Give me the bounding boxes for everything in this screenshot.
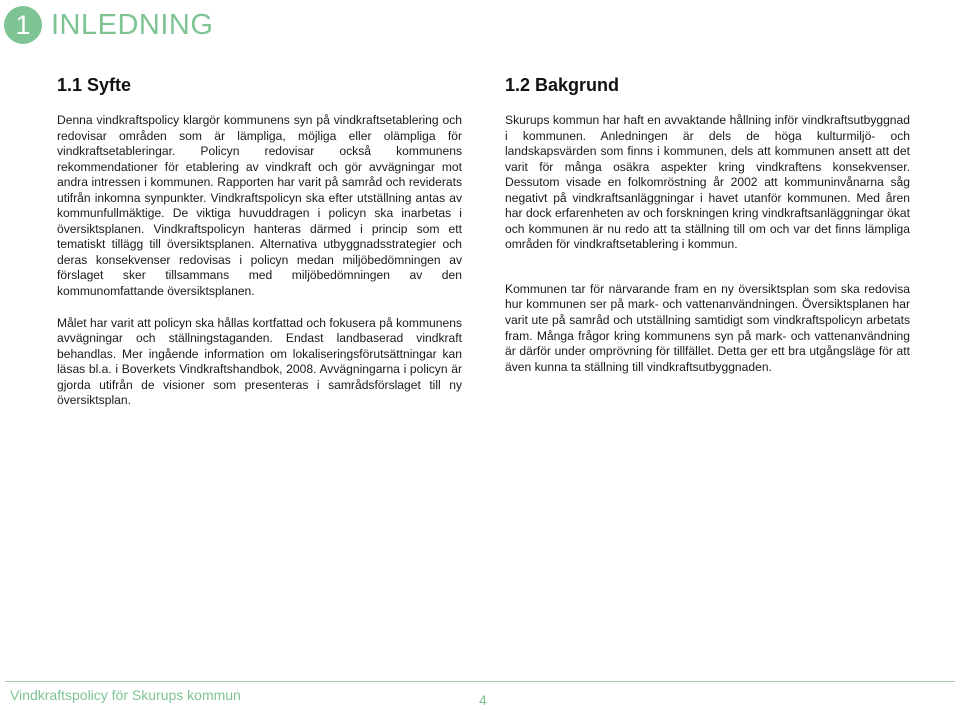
section-bakgrund: [505, 74, 910, 375]
paragraph: Skurups kommun har haft en avvaktande hållning inför vindkraftsutbyggnad i kommunen. Anledningen är dels de höga kulturmiljö- och landskapsvärden som finns i kommunen, dels att kommunen ansett att det varit för många osäkra aspekter kring vindkraftens konsekvenser. Dessutom visade en folkomröstning år 2002 att kommuninvånarna såg negativt på vindkraftsanläggningar i havet utanför kommunen. Med åren har dock erfarenheten av och forskningen kring vindkraftsanläggningar ökat och kommunen är nu redo att ta ställning till om och var det finns lämpliga områden för vindkraftsetablering i kommun.: [505, 113, 910, 252]
chapter-title: INLEDNING: [51, 8, 214, 41]
section-heading-syfte: 1.1 Syfte: [57, 75, 132, 95]
footer-document-title: Vindkraftspolicy för Skurups kommun: [10, 687, 241, 703]
paragraph: Denna vindkraftspolicy klargör kommunens syn på vindkraftsetablering och redovisar områden som är lämpliga, möjliga eller olämpliga för vindkraftsetableringar. Policyn redovisar också kommunens rekommendationer för etablering av vindkraft och gör avvägningar mot andra intressen i kommunen. Rapporten har varit på samråd och reviderats utifrån inkomna synpunkter. Vindkraftspolicyn ska efter utställning antas av kommunfullmäktige. De viktiga huvuddragen i policyn ska inarbetas i översiktsplanen. Vindkraftspolicyn hanteras därmed i princip som ett tematiskt tillägg till översiktsplanen. Alternativa utbyggnadsstrategier och deras konsekvenser redovisas i policyn medan miljöbedömningen av förslaget sker tillsammans med miljöbedömningen av den kommunomfattande översiktsplanen.: [57, 113, 462, 299]
section-heading-bakgrund: 1.2 Bakgrund: [505, 75, 620, 95]
paragraph: Kommunen tar för närvarande fram en ny översiktsplan som ska redovisa hur kommunen ser på mark- och vattenanvändningen. Översiktsplanen har varit ute på samråd och utställning samtidigt som vindkraftspolicyn arbetats fram. Många frågor kring kommunens syn på mark- och vattenanvändning är därför under omprövning för tillfället. Detta ger ett bra utgångsläge för att även kunna ta ställning till vindkraftsutbyggnaden.: [505, 281, 910, 374]
page-number: 4: [479, 692, 487, 708]
chapter-number-badge: 1: [4, 6, 42, 44]
section-syfte: [57, 74, 462, 409]
footer-divider: [5, 681, 955, 682]
paragraph: Målet har varit att policyn ska hållas kortfattad och fokusera på kommunens avvägningar och ställningstaganden. Endast landbaserad vindkraft behandlas. Mer ingående information om lokaliseringsförutsättningar kan läsas bl.a. i Boverkets Vindkraftshandbok, 2008. Avvägningarna i policyn är gjorda utifrån de visioner som presenteras i samrådsförslaget till ny översiktsplan.: [57, 315, 462, 408]
chapter-header: [4, 4, 213, 46]
